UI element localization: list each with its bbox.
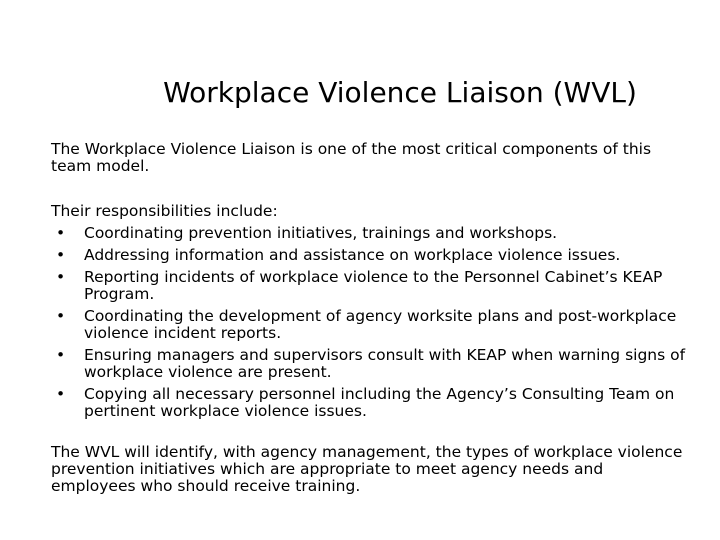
list-item [51, 386, 691, 420]
list-item [51, 308, 691, 342]
responsibilities-heading: Their responsibilities include: [51, 202, 278, 220]
intro-paragraph: The Workplace Violence Liaison is one of the most critical components of this team model. [51, 140, 652, 175]
list-item-text: Copying all necessary personnel including the Agency’s Consulting Team on pertinent workplace violence issues. [84, 385, 675, 420]
list-item [51, 269, 691, 303]
bullet-icon: • [56, 385, 66, 403]
responsibilities-list [51, 225, 691, 420]
bullet-icon: • [56, 224, 66, 242]
list-item-text: Coordinating prevention initiatives, trainings and workshops. [84, 224, 558, 242]
bullet-icon: • [56, 246, 66, 264]
list-item [51, 347, 691, 381]
list-item-text: Reporting incidents of workplace violence to the Personnel Cabinet’s KEAP Program. [84, 268, 663, 303]
slide-title: Workplace Violence Liaison (WVL) [163, 75, 637, 109]
bullet-icon: • [56, 307, 66, 325]
list-item [51, 225, 691, 242]
list-item [51, 247, 691, 264]
list-item-text: Coordinating the development of agency worksite plans and post-workplace violence incident reports. [84, 307, 677, 342]
list-item-text: Ensuring managers and supervisors consult with KEAP when warning signs of workplace violence are present. [84, 346, 686, 381]
bullet-icon: • [56, 346, 66, 364]
responsibilities-section [51, 203, 691, 420]
closing-paragraph: The WVL will identify, with agency management, the types of workplace violence prevention initiatives which are appropriate to meet agency needs and employees who should receive training. [51, 443, 683, 495]
bullet-icon: • [56, 268, 66, 286]
list-item-text: Addressing information and assistance on workplace violence issues. [84, 246, 621, 264]
